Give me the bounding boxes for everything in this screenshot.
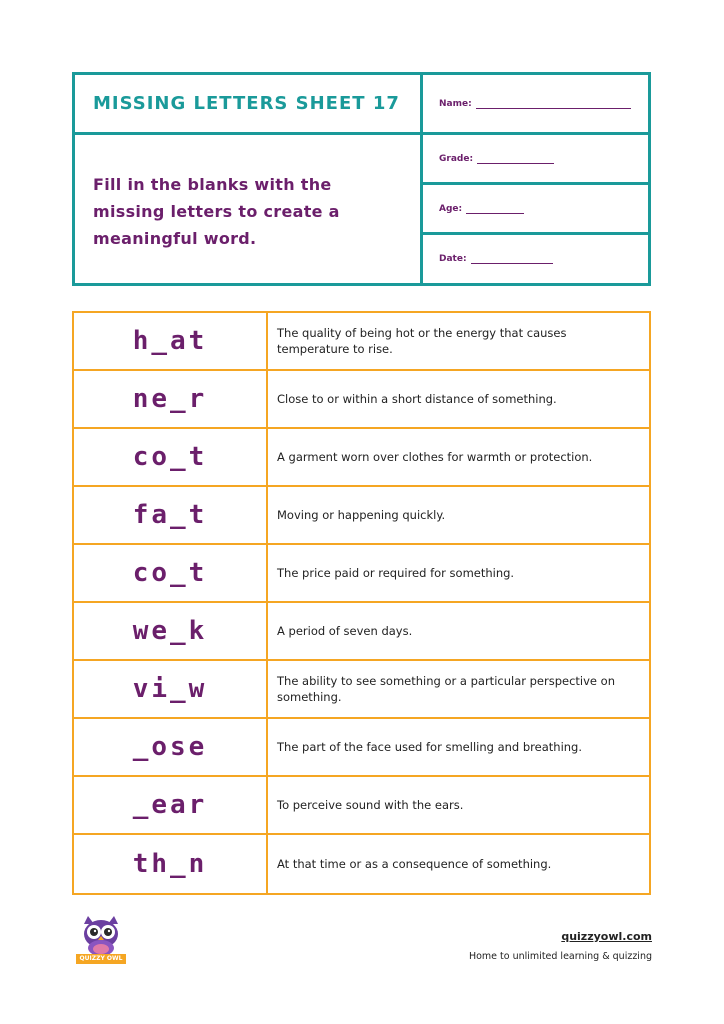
site-tagline: Home to unlimited learning & quizzing [468,951,652,962]
instructions: Fill in the blanks with the missing letters to create a meaningful word. [75,135,423,283]
missing-word[interactable]: h_at [74,313,268,369]
table-row [74,371,649,429]
word-definition: Close to or within a short distance of something. [277,392,557,406]
logo-text: QUIZZY OWL [79,955,123,962]
grade-line[interactable] [477,154,554,164]
date-line[interactable] [471,254,553,264]
table-row [74,603,649,661]
grade-field[interactable] [423,135,648,185]
word-definition: To perceive sound with the ears. [277,798,464,812]
name-label: Name: [439,98,472,109]
table-row [74,313,649,371]
word-definition: A garment worn over clothes for warmth or protection. [277,450,593,464]
word-definition: Moving or happening quickly. [277,508,446,522]
age-label: Age: [439,203,463,214]
missing-word[interactable]: th_n [74,835,268,893]
quizzy-owl-logo [76,912,126,966]
table-row [74,487,649,545]
name-line[interactable] [476,99,631,109]
missing-word[interactable]: _ear [74,777,268,833]
site-link[interactable]: quizzyowl.com [561,930,652,943]
word-definition: The price paid or required for something. [277,566,515,580]
name-field[interactable] [423,75,648,135]
grade-label: Grade: [439,153,474,164]
table-row [74,719,649,777]
word-definition: The ability to see something or a particular perspective on something. [277,674,615,704]
age-line[interactable] [466,204,524,214]
missing-word[interactable]: we_k [74,603,268,659]
table-row [74,429,649,487]
missing-word[interactable]: vi_w [74,661,268,717]
sheet-title: MISSING LETTERS SHEET 17 [75,75,423,135]
site-info [469,930,652,962]
missing-word[interactable]: ne_r [74,371,268,427]
missing-word[interactable]: fa_t [74,487,268,543]
age-field[interactable] [423,185,648,235]
table-row [74,777,649,835]
date-field[interactable] [423,235,648,283]
word-definition: The part of the face used for smelling and breathing. [277,740,583,754]
word-definition: The quality of being hot or the energy that causes temperature to rise. [277,326,567,356]
word-definition: A period of seven days. [277,624,413,638]
missing-word[interactable]: co_t [74,545,268,601]
missing-word[interactable]: _ose [74,719,268,775]
table-row [74,545,649,603]
table-row [74,661,649,719]
date-label: Date: [439,254,467,264]
worksheet-header [72,72,651,286]
missing-word[interactable]: co_t [74,429,268,485]
word-table [72,311,651,895]
word-definition: At that time or as a consequence of something. [277,857,552,871]
table-row [74,835,649,893]
